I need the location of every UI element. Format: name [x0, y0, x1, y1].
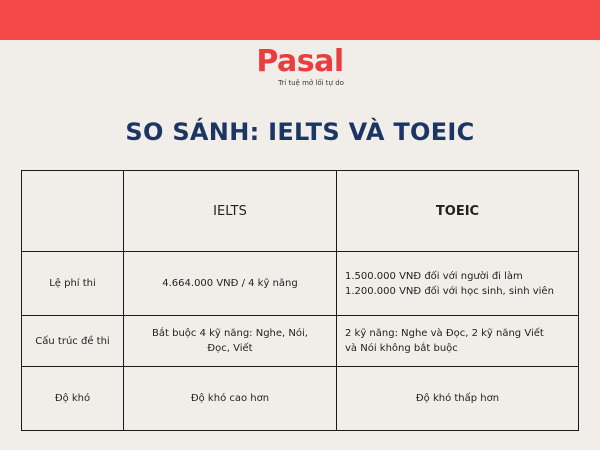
cell-line: và Nói không bắt buộc — [345, 343, 458, 354]
cell-ielts-fee — [124, 252, 337, 316]
cell-line: 1.500.000 VNĐ đối với người đi làm — [345, 270, 523, 282]
table-row — [22, 252, 579, 316]
top-banner-bar — [0, 0, 600, 40]
cell-line: Đọc, Viết — [207, 343, 253, 354]
table-row — [22, 316, 579, 367]
cell-line: 1.200.000 VNĐ đối với học sinh, sinh viên — [345, 285, 554, 297]
table-row — [22, 367, 579, 431]
row-label-structure: Cấu trúc đề thi — [22, 316, 124, 367]
table-header-row — [22, 171, 579, 252]
logo-tagline: Trí tuệ mở lối tự do — [278, 79, 344, 87]
cell-line: Độ khó cao hơn — [190, 393, 270, 404]
cell-line: 2 kỹ năng: Nghe và Đọc, 2 kỹ năng Viết — [345, 328, 544, 339]
header-cell-toeic: TOEIC — [337, 171, 579, 252]
page-title: SO SÁNH: IELTS VÀ TOEIC — [125, 118, 475, 146]
brand-logo — [0, 46, 600, 87]
cell-toeic-difficulty — [337, 367, 579, 431]
cell-toeic-structure — [337, 316, 579, 367]
cell-line: 4.664.000 VNĐ / 4 kỹ năng — [162, 278, 298, 289]
cell-line: Bắt buộc 4 kỹ năng: Nghe, Nói, — [152, 328, 308, 339]
cell-line: Độ khó thấp hơn — [415, 393, 500, 404]
comparison-table — [21, 170, 579, 431]
row-label-fee: Lệ phí thi — [22, 252, 124, 316]
header-cell-empty — [22, 171, 124, 252]
cell-ielts-structure — [124, 316, 337, 367]
cell-toeic-fee — [337, 252, 579, 316]
header-cell-ielts: IELTS — [124, 171, 337, 252]
row-label-difficulty: Độ khó — [22, 367, 124, 431]
logo-wordmark: Pasal — [256, 44, 344, 79]
cell-ielts-difficulty — [124, 367, 337, 431]
